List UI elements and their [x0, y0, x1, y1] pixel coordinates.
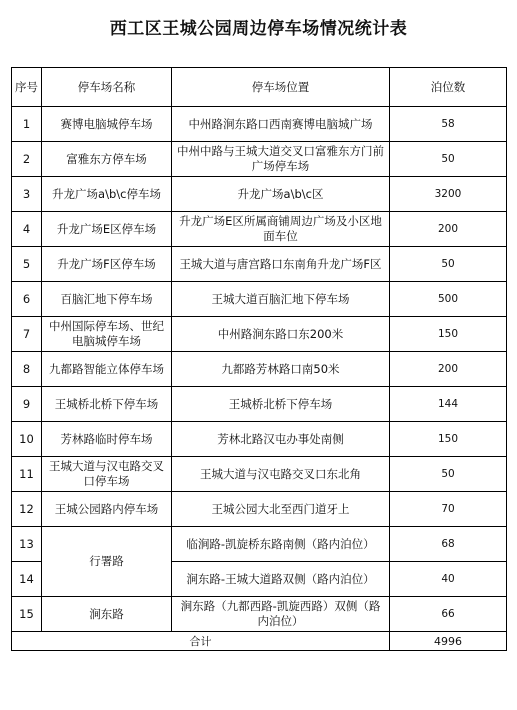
row-index: 4 — [12, 212, 42, 247]
row-index: 1 — [12, 107, 42, 142]
table-row — [12, 422, 507, 457]
row-spaces: 66 — [390, 597, 507, 632]
header-name: 停车场名称 — [42, 68, 172, 107]
table-row — [12, 247, 507, 282]
row-location: 涧东路（九都西路-凯旋西路）双侧（路内泊位） — [172, 597, 390, 632]
row-spaces: 50 — [390, 247, 507, 282]
row-spaces: 70 — [390, 492, 507, 527]
row-spaces: 150 — [390, 317, 507, 352]
table-row — [12, 107, 507, 142]
row-name: 王城桥北桥下停车场 — [42, 387, 172, 422]
row-index: 15 — [12, 597, 42, 632]
row-location: 九都路芳林路口南50米 — [172, 352, 390, 387]
row-spaces: 50 — [390, 142, 507, 177]
row-index: 13 — [12, 527, 42, 562]
table-row — [12, 527, 507, 562]
row-spaces: 500 — [390, 282, 507, 317]
row-index: 6 — [12, 282, 42, 317]
row-location: 升龙广场a\b\c区 — [172, 177, 390, 212]
row-location: 王城大道百脑汇地下停车场 — [172, 282, 390, 317]
table-header-row — [12, 68, 507, 107]
row-location: 王城桥北桥下停车场 — [172, 387, 390, 422]
row-spaces: 144 — [390, 387, 507, 422]
row-name: 芳林路临时停车场 — [42, 422, 172, 457]
row-name: 百脑汇地下停车场 — [42, 282, 172, 317]
row-index: 11 — [12, 457, 42, 492]
table-row — [12, 387, 507, 422]
page-title: 西工区王城公园周边停车场情况统计表 — [109, 19, 408, 39]
row-location: 升龙广场E区所属商铺周边广场及小区地面车位 — [172, 212, 390, 247]
row-name: 升龙广场E区停车场 — [42, 212, 172, 247]
row-location: 王城大道与唐宫路口东南角升龙广场F区 — [172, 247, 390, 282]
table-row — [12, 457, 507, 492]
row-spaces: 50 — [390, 457, 507, 492]
row-name: 九都路智能立体停车场 — [42, 352, 172, 387]
table-row — [12, 317, 507, 352]
row-name: 行署路 — [42, 527, 172, 597]
row-location: 涧东路-王城大道路双侧（路内泊位） — [172, 562, 390, 597]
row-index: 3 — [12, 177, 42, 212]
row-name: 王城公园路内停车场 — [42, 492, 172, 527]
row-index: 9 — [12, 387, 42, 422]
total-label: 合计 — [12, 632, 390, 651]
row-spaces: 40 — [390, 562, 507, 597]
table-row — [12, 177, 507, 212]
total-row — [12, 632, 507, 651]
row-index: 10 — [12, 422, 42, 457]
parking-table — [11, 67, 507, 651]
row-spaces: 58 — [390, 107, 507, 142]
row-index: 14 — [12, 562, 42, 597]
row-index: 8 — [12, 352, 42, 387]
row-index: 7 — [12, 317, 42, 352]
row-location: 王城公园大北至西门道牙上 — [172, 492, 390, 527]
table-row — [12, 212, 507, 247]
row-location: 中州路涧东路口西南赛博电脑城广场 — [172, 107, 390, 142]
row-spaces: 200 — [390, 352, 507, 387]
row-name: 富雅东方停车场 — [42, 142, 172, 177]
row-index: 12 — [12, 492, 42, 527]
row-index: 2 — [12, 142, 42, 177]
table-row — [12, 492, 507, 527]
table-row — [12, 282, 507, 317]
row-name: 王城大道与汉屯路交叉口停车场 — [42, 457, 172, 492]
row-spaces: 150 — [390, 422, 507, 457]
row-location: 中州路涧东路口东200米 — [172, 317, 390, 352]
row-name: 赛博电脑城停车场 — [42, 107, 172, 142]
row-spaces: 200 — [390, 212, 507, 247]
total-spaces: 4996 — [390, 632, 507, 651]
row-spaces: 68 — [390, 527, 507, 562]
row-location: 临涧路-凯旋桥东路南侧（路内泊位） — [172, 527, 390, 562]
table-row — [12, 142, 507, 177]
row-index: 5 — [12, 247, 42, 282]
row-name: 升龙广场F区停车场 — [42, 247, 172, 282]
row-name: 中州国际停车场、世纪电脑城停车场 — [42, 317, 172, 352]
header-location: 停车场位置 — [172, 68, 390, 107]
row-spaces: 3200 — [390, 177, 507, 212]
row-location: 中州中路与王城大道交叉口富雅东方门前广场停车场 — [172, 142, 390, 177]
header-spaces: 泊位数 — [390, 68, 507, 107]
row-name: 升龙广场a\b\c停车场 — [42, 177, 172, 212]
row-name: 涧东路 — [42, 597, 172, 632]
table-row — [12, 597, 507, 632]
header-index: 序号 — [12, 68, 42, 107]
table-row — [12, 352, 507, 387]
row-location: 芳林北路汉屯办事处南侧 — [172, 422, 390, 457]
row-location: 王城大道与汉屯路交叉口东北角 — [172, 457, 390, 492]
